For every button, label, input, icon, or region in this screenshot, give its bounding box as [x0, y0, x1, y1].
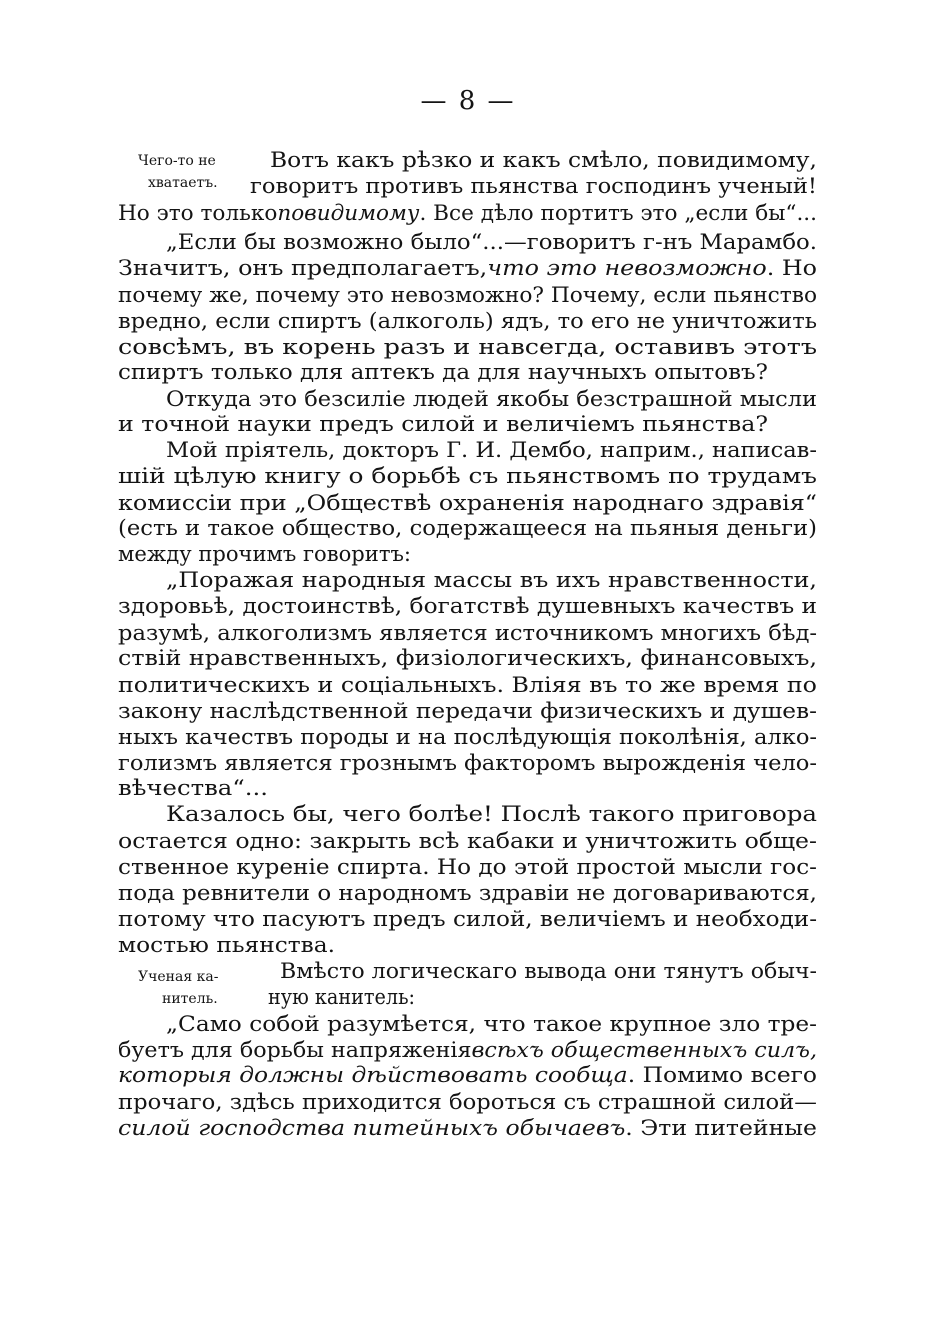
- text-fragment: Значитъ, онъ предполагаетъ,: [118, 256, 488, 280]
- text-line: [118, 750, 817, 776]
- text-line-content: ствій нравственныхъ, физіологическихъ, финансовыхъ,: [118, 646, 818, 670]
- text-line: [118, 645, 817, 671]
- text-line: [118, 620, 817, 646]
- text-line-content: Казалось бы, чего болѣе! Послѣ такого приговора: [166, 802, 818, 826]
- text-line: [118, 515, 817, 541]
- text-line-content: (есть и такое общество, содержащееся на пьяныя деньги): [118, 516, 817, 540]
- text-line-content: „Если бы возможно было“...—говоритъ г-нъ Марамбо.: [166, 230, 817, 254]
- text-line-content: спиртъ только для аптекъ да для научныхъ опытовъ?: [118, 360, 768, 384]
- italic-phrase: силой господства питейныхъ обычаевъ: [118, 1116, 626, 1140]
- text-line: [118, 200, 817, 226]
- margin-note-line: Ученая ка-: [138, 969, 219, 985]
- text-line-content: ныхъ качествъ породы и на послѣдующія поколѣнія, алко-: [118, 725, 818, 749]
- text-line-content: остается одно: закрыть всѣ кабаки и уничтожить обще-: [118, 829, 818, 853]
- italic-phrase: повидимому: [277, 201, 420, 225]
- text-line-content: [118, 200, 817, 226]
- text-line-content: [118, 255, 817, 281]
- text-line-content: голизмъ является грознымъ факторомъ вырожденія чело-: [118, 751, 818, 775]
- text-line-content: [118, 1115, 817, 1141]
- margin-note-2: [138, 966, 248, 1010]
- text-line: [118, 255, 817, 281]
- text-line-content: совсѣмъ, въ корень разъ и навсегда, оставивъ этотъ: [118, 335, 818, 359]
- text-line: [166, 229, 817, 255]
- text-line-content: [118, 1062, 817, 1088]
- text-line: [118, 308, 817, 334]
- italic-phrase: всѣхъ общественныхъ силъ,: [471, 1038, 818, 1062]
- text-line-content: вредно, если спиртъ (алкоголь) ядъ, то его не уничтожить: [118, 309, 817, 333]
- text-line: [250, 173, 817, 199]
- text-fragment: . Но: [766, 256, 818, 280]
- text-line: [118, 854, 817, 880]
- text-line-content: вѣчества“...: [118, 776, 269, 800]
- text-fragment: . Помимо всего: [627, 1063, 818, 1087]
- text-line: [166, 386, 817, 412]
- text-line: [118, 906, 817, 932]
- italic-phrase: что это невозможно: [487, 256, 767, 280]
- text-line: [118, 282, 817, 308]
- text-line: [118, 1089, 817, 1115]
- text-line: [118, 698, 817, 724]
- text-line-content: мостью пьянства.: [118, 933, 335, 957]
- text-line: [118, 828, 817, 854]
- text-line: [268, 984, 415, 1010]
- text-line-content: Мой пріятель, докторъ Г. И. Дембо, наприм., написав-: [166, 438, 817, 462]
- text-line-content: Вмѣсто логическаго вывода они тянутъ обыч-: [280, 959, 817, 983]
- text-line-content: почему же, почему это невозможно? Почему, если пьянство: [118, 283, 818, 307]
- text-line: [166, 437, 817, 463]
- text-line: [118, 490, 817, 516]
- text-line-content: прочаго, здѣсь приходится бороться съ страшной силой—: [118, 1090, 817, 1114]
- text-fragment: Но это только: [118, 201, 278, 225]
- text-line: [118, 775, 268, 801]
- italic-phrase: которыя должны дѣйствовать сообща: [118, 1063, 628, 1087]
- text-line-content: разумѣ, алкоголизмъ является источникомъ многихъ бѣд-: [118, 621, 818, 645]
- text-line: [118, 1037, 817, 1063]
- page-number: — 8 —: [420, 86, 516, 116]
- text-line-content: „Само собой разумѣется, что такое крупное зло тре-: [166, 1012, 817, 1036]
- text-line: [118, 1115, 817, 1141]
- text-line-content: здоровьѣ, достоинствѣ, богатствѣ душевныхъ качествъ и: [118, 594, 818, 618]
- text-line: [118, 672, 817, 698]
- text-line-content: [118, 1037, 817, 1063]
- text-line-content: потому что пасуютъ предъ силой, величіемъ и необходи-: [118, 907, 818, 931]
- text-line-content: между прочимъ говоритъ:: [118, 542, 412, 566]
- text-line: [280, 958, 817, 984]
- margin-note-1: [138, 150, 248, 194]
- text-line: [118, 932, 335, 958]
- margin-note-line: нитель.: [162, 991, 218, 1007]
- text-line: [118, 1062, 817, 1088]
- text-line-content: пода ревнители о народномъ здравіи не договариваются,: [118, 881, 817, 905]
- text-line: [118, 463, 817, 489]
- text-fragment: . Все дѣло портитъ это „если бы“...: [419, 201, 818, 225]
- text-line: [118, 593, 817, 619]
- text-line: [118, 411, 768, 437]
- text-line: [166, 801, 817, 827]
- text-line: [118, 880, 817, 906]
- text-line-content: „Поражая народныя массы въ ихъ нравственности,: [166, 568, 818, 592]
- text-line-content: ную канитель:: [268, 985, 415, 1009]
- text-line-content: закону наслѣдственной передачи физическихъ и душев-: [118, 699, 817, 723]
- text-line: [166, 1011, 817, 1037]
- text-fragment: буетъ для борьбы напряженія: [118, 1038, 472, 1062]
- text-line: [118, 359, 768, 385]
- text-line-content: Откуда это безсиліе людей якобы безстрашной мысли: [166, 387, 818, 411]
- text-line-content: Вотъ какъ рѣзко и какъ смѣло, повидимому,: [270, 148, 817, 172]
- text-line-content: и точной науки предъ силой и величіемъ пьянства?: [118, 412, 768, 436]
- margin-note-line: Чего-то не: [138, 153, 216, 169]
- text-line: [118, 334, 817, 360]
- margin-note-line: хватаетъ.: [148, 175, 218, 191]
- text-line: [166, 567, 817, 593]
- text-line-content: политическихъ и соціальныхъ. Вліяя въ то же время по: [118, 673, 817, 697]
- text-line: [270, 147, 817, 173]
- text-line: [118, 724, 817, 750]
- text-line-content: комиссіи при „Обществѣ охраненія народнаго здравія“: [118, 491, 818, 515]
- text-fragment: . Эти питейные: [625, 1116, 817, 1140]
- text-line-content: шій цѣлую книгу о борьбѣ съ пьянствомъ по трудамъ: [118, 464, 818, 488]
- text-line-content: ственное куреніе спирта. Но до этой простой мысли гос-: [118, 855, 818, 879]
- text-line: [118, 541, 411, 567]
- text-line-content: говоритъ противъ пьянства господинъ ученый!: [250, 174, 817, 198]
